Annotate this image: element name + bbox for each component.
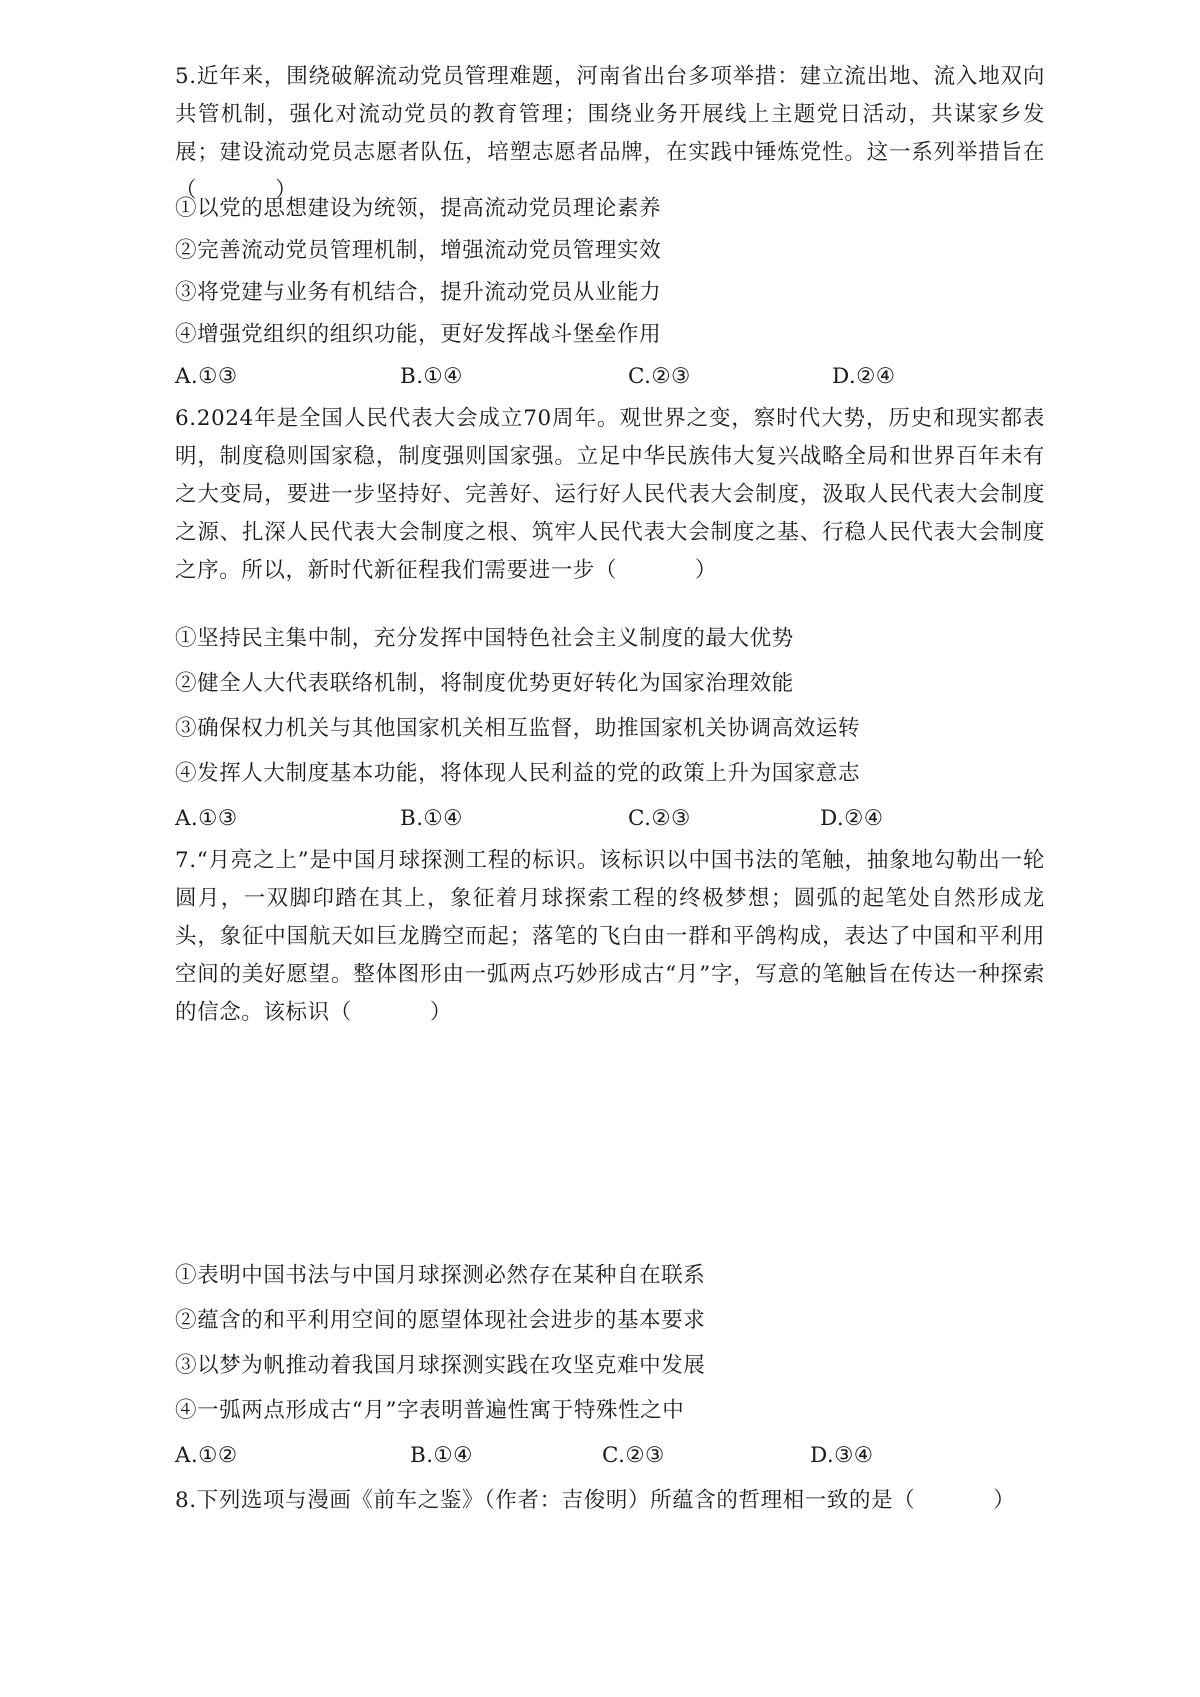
- question-5-text: 5.近年来，围绕破解流动党员管理难题，河南省出台多项举措：建立流出地、流入地双向共管机制，强化对流动党员的教育管理；围绕业务开展线上主题党日活动，共谋家乡发展；建设流动党员志愿者队伍，培塑志愿者品牌，在实践中锤炼党性。这一系列举措旨在（: [175, 64, 1045, 203]
- question-6-statement-3: ③确保权力机关与其他国家机关相互监督，助推国家机关协调高效运转: [175, 716, 861, 741]
- question-7-option-b: B.①④: [410, 1443, 473, 1468]
- question-7-stem: [175, 842, 1045, 1032]
- question-6-option-b: B.①④: [400, 806, 463, 831]
- question-8-stem: [175, 1482, 1045, 1520]
- question-5-option-c: C.②③: [628, 364, 691, 389]
- question-6-statement-2: ②健全人大代表联络机制，将制度优势更好转化为国家治理效能: [175, 671, 794, 696]
- question-7-option-c: C.②③: [602, 1443, 665, 1468]
- question-5-option-d: D.②④: [832, 364, 896, 389]
- question-6-option-d: D.②④: [820, 806, 884, 831]
- question-5-option-b: B.①④: [400, 364, 463, 389]
- question-7-bracket: ）: [429, 1000, 452, 1025]
- question-5-statement-2: ②完善流动党员管理机制，增强流动党员管理实效: [175, 238, 662, 263]
- question-6-option-c: C.②③: [628, 806, 691, 831]
- question-7-option-d: D.③④: [810, 1443, 874, 1468]
- figure-placeholder: [175, 1040, 1045, 1240]
- question-7-statement-1: ①表明中国书法与中国月球探测必然存在某种自在联系: [175, 1263, 706, 1288]
- question-5-stem: [175, 58, 1045, 210]
- question-7-option-a: A.①②: [175, 1443, 238, 1468]
- question-6-statement-4: ④发挥人大制度基本功能，将体现人民利益的党的政策上升为国家意志: [175, 761, 861, 786]
- question-7-text: 7.“月亮之上”是中国月球探测工程的标识。该标识以中国书法的笔触，抽象地勾勒出一轮圆月，一双脚印踏在其上，象征着月球探索工程的终极梦想；圆弧的起笔处自然形成龙头，象征中国航天如巨龙腾空而起；落笔的飞白由一群和平鸽构成，表达了中国和平利用空间的美好愿望。整体图形由一弧两点巧妙形成古“月”字，写意的笔触旨在传达一种探索的信念。该标识（: [175, 848, 1045, 1025]
- question-7-statement-2: ②蕴含的和平利用空间的愿望体现社会进步的基本要求: [175, 1308, 706, 1333]
- question-6-option-a: A.①③: [175, 806, 238, 831]
- question-5-bracket: ）: [275, 178, 298, 203]
- question-5-option-a: A.①③: [175, 364, 238, 389]
- question-6-text: 6.2024年是全国人民代表大会成立70周年。观世界之变，察时代大势，历史和现实都表明，制度稳则国家稳，制度强则国家强。立足中华民族伟大复兴战略全局和世界百年未有之大变局，要进一步坚持好、完善好、运行好人民代表大会制度，汲取人民代表大会制度之源、扎深人民代表大会制度之根、筑牢人民代表大会制度之基、行稳人民代表大会制度之序。所以，新时代新征程我们需要进一步（: [175, 406, 1045, 583]
- question-5-statement-4: ④增强党组织的组织功能，更好发挥战斗堡垒作用: [175, 322, 662, 347]
- question-5-statement-3: ③将党建与业务有机结合，提升流动党员从业能力: [175, 280, 662, 305]
- question-7-statement-3: ③以梦为帆推动着我国月球探测实践在攻坚克难中发展: [175, 1353, 706, 1378]
- question-6-stem: [175, 400, 1045, 590]
- question-5-statement-1: ①以党的思想建设为统领，提高流动党员理论素养: [175, 196, 662, 221]
- question-7-statement-4: ④一弧两点形成古“月”字表明普遍性寓于特殊性之中: [175, 1398, 685, 1423]
- question-6-bracket: ）: [695, 558, 718, 583]
- question-8-bracket: ）: [993, 1488, 1016, 1513]
- question-6-statement-1: ①坚持民主集中制，充分发挥中国特色社会主义制度的最大优势: [175, 626, 794, 651]
- question-8-text: 8.下列选项与漫画《前车之鉴》（作者：吉俊明）所蕴含的哲理相一致的是（: [175, 1488, 916, 1513]
